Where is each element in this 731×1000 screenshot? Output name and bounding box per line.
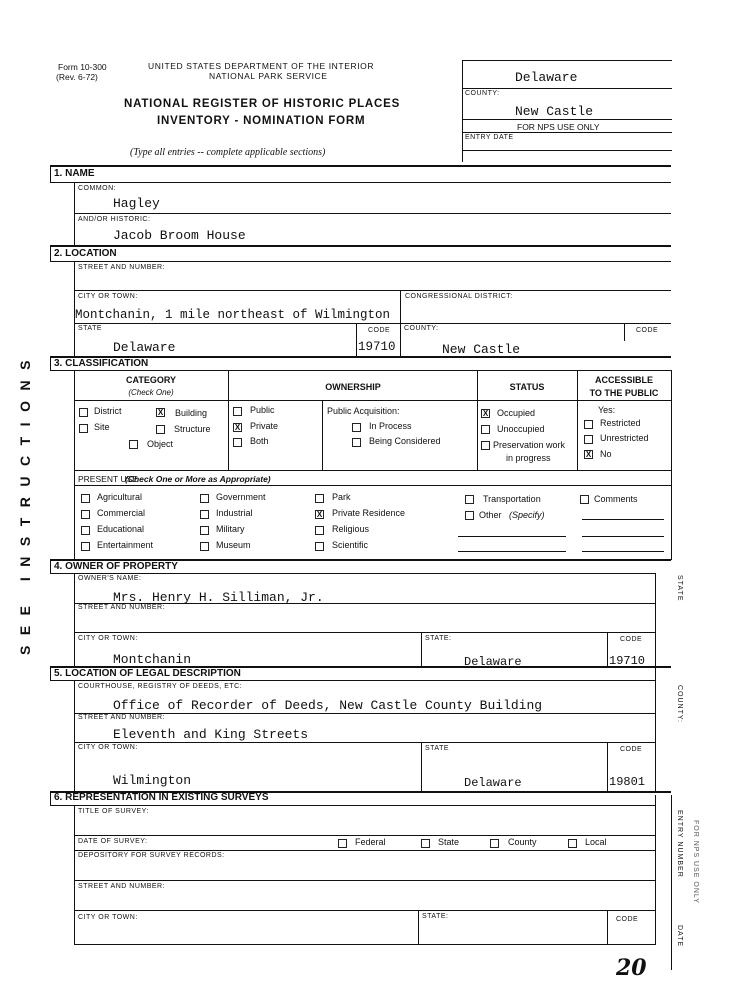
state-box-border xyxy=(462,60,463,162)
entertainment-checkbox[interactable] xyxy=(81,542,90,551)
category-subheader: (Check One) xyxy=(128,388,174,397)
location-street-label: STREET AND NUMBER: xyxy=(78,264,166,271)
district-checkbox[interactable] xyxy=(79,408,88,417)
owner-state-label: STATE: xyxy=(425,635,452,642)
public-acquisition-label: Public Acquisition: xyxy=(327,406,400,416)
legal-code-label: CODE xyxy=(620,746,643,753)
being-considered-label: Being Considered xyxy=(369,436,441,446)
survey-state-label: STATE: xyxy=(422,913,449,920)
both-checkbox[interactable] xyxy=(233,438,242,447)
entry-date-label: ENTRY DATE xyxy=(465,134,514,141)
owner-name-label: OWNER'S NAME: xyxy=(78,575,142,582)
owner-state-side-label: STATE xyxy=(676,575,683,602)
comments-checkbox[interactable] xyxy=(580,495,589,504)
accessible-no-checkbox[interactable]: X xyxy=(585,450,592,459)
educational-label: Educational xyxy=(97,524,145,534)
owner-state-value: Delaware xyxy=(464,655,522,669)
religious-label: Religious xyxy=(332,524,370,534)
entertainment-label: Entertainment xyxy=(97,540,154,550)
commercial-checkbox[interactable] xyxy=(81,510,90,519)
location-county-label: COUNTY: xyxy=(404,325,439,332)
historic-name-label: AND/OR HISTORIC: xyxy=(78,216,151,223)
depository-label: DEPOSITORY FOR SURVEY RECORDS: xyxy=(78,852,225,859)
scientific-checkbox[interactable] xyxy=(315,542,324,551)
unoccupied-checkbox[interactable] xyxy=(481,425,490,434)
accessible-header-line1: ACCESSIBLE xyxy=(594,375,653,385)
legal-city-value: Wilmington xyxy=(113,773,192,788)
accessible-yes-label: Yes: xyxy=(598,405,616,415)
survey-street-label: STREET AND NUMBER: xyxy=(78,883,166,890)
occupied-checkbox[interactable]: X xyxy=(482,409,489,418)
in-process-checkbox[interactable] xyxy=(352,423,361,432)
department-name: UNITED STATES DEPARTMENT OF THE INTERIOR xyxy=(148,61,375,71)
transportation-checkbox[interactable] xyxy=(465,495,474,504)
common-name-value: Hagley xyxy=(113,196,160,211)
ownership-header: OWNERSHIP xyxy=(325,382,381,392)
location-county-code-label: CODE xyxy=(636,327,659,334)
other-use-checkbox[interactable] xyxy=(465,511,474,520)
form-instruction: (Type all entries -- complete applicable sections) xyxy=(130,147,326,158)
park-label: Park xyxy=(332,492,351,502)
local-survey-label: Local xyxy=(585,837,607,847)
county-survey-label: County xyxy=(508,837,537,847)
commercial-label: Commercial xyxy=(97,508,146,518)
section2-heading: 2. LOCATION xyxy=(54,248,117,259)
survey-date-label: DATE OF SURVEY: xyxy=(78,838,148,845)
building-label: Building xyxy=(175,408,208,418)
legal-county-side-label: COUNTY: xyxy=(676,685,683,724)
survey-title-label: TITLE OF SURVEY: xyxy=(78,808,149,815)
form-title-line2: INVENTORY - NOMINATION FORM xyxy=(157,115,366,127)
location-city-value: Montchanin, 1 mile northeast of Wilmington xyxy=(75,308,391,322)
courthouse-value: Office of Recorder of Deeds, New Castle County Building xyxy=(113,698,543,713)
location-state-value: Delaware xyxy=(113,340,176,355)
military-checkbox[interactable] xyxy=(200,526,209,535)
nps-use-label: FOR NPS USE ONLY xyxy=(517,122,600,132)
common-name-label: COMMON: xyxy=(78,185,117,192)
other-use-label: Other xyxy=(479,510,502,520)
location-county-value: New Castle xyxy=(442,342,521,357)
federal-checkbox[interactable] xyxy=(338,839,347,848)
unrestricted-checkbox[interactable] xyxy=(584,435,593,444)
present-use-subheader: (Check One or More as Appropriate) xyxy=(125,474,271,484)
federal-label: Federal xyxy=(355,837,386,847)
industrial-checkbox[interactable] xyxy=(200,510,209,519)
section1-heading: 1. NAME xyxy=(54,168,95,179)
restricted-checkbox[interactable] xyxy=(584,420,593,429)
other-use-specify: (Specify) xyxy=(509,510,545,520)
state-survey-label: State xyxy=(438,837,460,847)
building-checkbox[interactable]: X xyxy=(157,408,164,417)
date-side-label: DATE xyxy=(676,925,683,948)
accessible-header-line2: TO THE PUBLIC xyxy=(589,388,659,398)
legal-city-label: CITY OR TOWN: xyxy=(78,744,138,751)
survey-city-label: CITY OR TOWN: xyxy=(78,914,138,921)
private-checkbox[interactable]: X xyxy=(234,423,241,432)
scientific-label: Scientific xyxy=(332,540,369,550)
site-checkbox[interactable] xyxy=(79,424,88,433)
structure-label: Structure xyxy=(174,424,211,434)
for-nps-use-side-label: FOR NPS USE ONLY xyxy=(692,820,699,904)
legal-street-value: Eleventh and King Streets xyxy=(113,727,309,742)
preservation-checkbox[interactable] xyxy=(481,441,490,450)
public-label: Public xyxy=(250,405,275,415)
courthouse-label: COURTHOUSE, REGISTRY OF DEEDS, ETC: xyxy=(78,683,243,690)
private-residence-checkbox[interactable]: X xyxy=(316,510,323,519)
section3-heading: 3. CLASSIFICATION xyxy=(54,358,149,369)
legal-state-value: Delaware xyxy=(464,776,522,790)
survey-code-label: CODE xyxy=(616,916,639,923)
restricted-label: Restricted xyxy=(600,418,641,428)
category-header: CATEGORY xyxy=(125,375,176,385)
state-box-county-label: COUNTY: xyxy=(465,90,500,97)
legal-code-value: 19801 xyxy=(609,775,646,789)
present-use-label: PRESENT USE xyxy=(78,474,138,484)
location-code-label: CODE xyxy=(368,327,391,334)
location-city-label: CITY OR TOWN: xyxy=(78,293,138,300)
accessible-no-label: No xyxy=(600,449,612,459)
location-state-label: STATE xyxy=(78,325,103,332)
agricultural-label: Agricultural xyxy=(97,492,143,502)
state-survey-checkbox[interactable] xyxy=(421,839,430,848)
form-revision: (Rev. 6-72) xyxy=(56,72,98,82)
park-checkbox[interactable] xyxy=(315,494,324,503)
owner-city-label: CITY OR TOWN: xyxy=(78,635,138,642)
form-number: Form 10-300 xyxy=(58,62,107,72)
status-header: STATUS xyxy=(509,382,545,392)
owner-code-label: CODE xyxy=(620,636,643,643)
handwritten-page-number: 20 xyxy=(616,955,647,981)
site-label: Site xyxy=(94,422,110,432)
legal-state-label: STATE xyxy=(425,745,450,752)
preservation-label: Preservation work xyxy=(493,440,566,450)
occupied-label: Occupied xyxy=(497,408,536,418)
state-box-state-value: Delaware xyxy=(515,70,578,85)
comments-label: Comments xyxy=(594,494,638,504)
state-box-county-value: New Castle xyxy=(515,104,594,119)
object-label: Object xyxy=(147,439,174,449)
private-residence-label: Private Residence xyxy=(332,508,406,518)
state-box-top xyxy=(462,60,672,61)
owner-code-value: 19710 xyxy=(609,654,646,668)
government-label: Government xyxy=(216,492,266,502)
public-checkbox[interactable] xyxy=(233,407,242,416)
in-progress-label: in progress xyxy=(506,453,551,463)
see-instructions-sidebar: SEE INSTRUCTIONS xyxy=(17,350,33,655)
object-checkbox[interactable] xyxy=(129,440,138,449)
agricultural-checkbox[interactable] xyxy=(81,494,90,503)
entry-number-side-label: ENTRY NUMBER xyxy=(676,810,683,878)
military-label: Military xyxy=(216,524,245,534)
government-checkbox[interactable] xyxy=(200,494,209,503)
museum-checkbox[interactable] xyxy=(200,542,209,551)
section6-heading: 6. REPRESENTATION IN EXISTING SURVEYS xyxy=(54,792,269,803)
location-code-value: 19710 xyxy=(358,340,396,354)
museum-label: Museum xyxy=(216,540,251,550)
being-considered-checkbox[interactable] xyxy=(352,438,361,447)
section5-heading: 5. LOCATION OF LEGAL DESCRIPTION xyxy=(54,668,241,679)
transportation-label: Transportation xyxy=(483,494,541,504)
owner-street-label: STREET AND NUMBER: xyxy=(78,604,166,611)
both-label: Both xyxy=(250,436,269,446)
unoccupied-label: Unoccupied xyxy=(497,424,545,434)
historic-name-value: Jacob Broom House xyxy=(113,228,246,243)
form-title-line1: NATIONAL REGISTER OF HISTORIC PLACES xyxy=(124,98,401,110)
private-label: Private xyxy=(250,421,279,431)
educational-checkbox[interactable] xyxy=(81,526,90,535)
district-label: District xyxy=(94,406,122,416)
religious-checkbox[interactable] xyxy=(315,526,324,535)
county-survey-checkbox[interactable] xyxy=(490,839,499,848)
congressional-district-label: CONGRESSIONAL DISTRICT: xyxy=(405,293,513,300)
service-name: NATIONAL PARK SERVICE xyxy=(209,71,328,81)
owner-city-value: Montchanin xyxy=(113,652,192,667)
local-survey-checkbox[interactable] xyxy=(568,839,577,848)
in-process-label: In Process xyxy=(369,421,412,431)
owner-name-value: Mrs. Henry H. Silliman, Jr. xyxy=(113,590,324,605)
section4-heading: 4. OWNER OF PROPERTY xyxy=(54,561,178,572)
structure-checkbox[interactable] xyxy=(156,425,165,434)
legal-street-label: STREET AND NUMBER: xyxy=(78,714,166,721)
unrestricted-label: Unrestricted xyxy=(600,433,649,443)
industrial-label: Industrial xyxy=(216,508,253,518)
